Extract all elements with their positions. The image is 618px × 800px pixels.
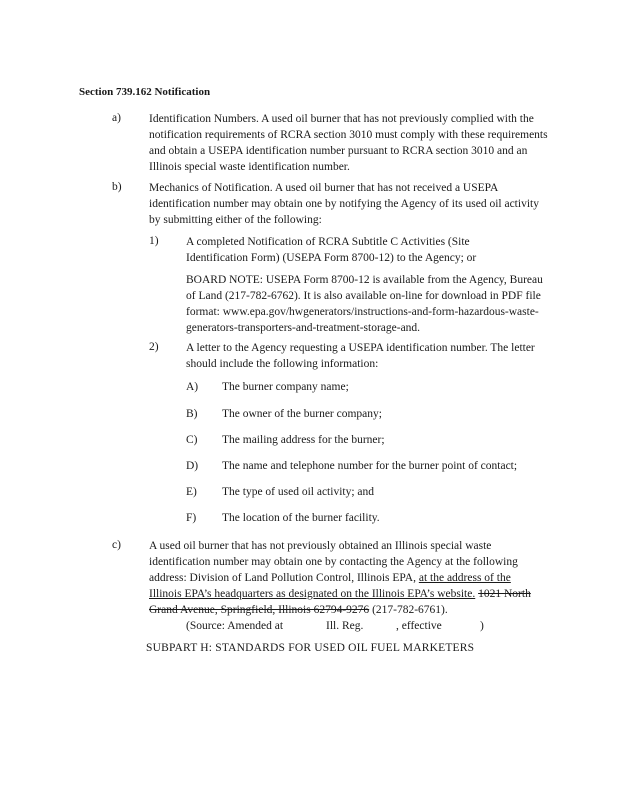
item-b2-marker: 2) [149,341,159,353]
item-c-struck: 1021 North Grand Avenue, Springfield, Illinois 62794-9276 [149,588,531,616]
subitem-marker: C) [186,434,198,446]
source-part3: , effective [396,620,442,632]
source-note [186,618,546,634]
item-a-marker: a) [112,112,121,124]
item-b1-text: A completed Notification of RCRA Subtitle C Activities (Site Identification Form) (USEPA Form 8700-12) to the Agency; or [186,236,477,264]
source-part4: ) [480,620,484,632]
subitem-text: The name and telephone number for the burner point of contact; [222,460,518,472]
item-c-text [149,538,534,618]
subitem-marker: E) [186,486,197,498]
subitem-text: The owner of the burner company; [222,408,382,420]
subitem-marker: B) [186,408,198,420]
section-heading: Section 739.162 Notification [79,86,211,98]
item-c-marker: c) [112,539,121,551]
subpart-heading: SUBPART H: STANDARDS FOR USED OIL FUEL MARKETERS [146,642,475,654]
subitem-marker: D) [186,460,199,472]
subitem-marker: A) [186,381,199,393]
subitem-text: The mailing address for the burner; [222,434,385,446]
source-part1: (Source: Amended at [186,620,284,632]
source-part2: Ill. Reg. [326,620,364,632]
subitem-text: The burner company name; [222,381,349,393]
subitem-text: The location of the burner facility. [222,512,380,524]
item-b-text: Mechanics of Notification. A used oil burner that has not received a USEPA identification number may obtain one by notifying the Agency of its used oil activity by submitting either of the following: [149,182,539,226]
subitem-marker: F) [186,512,197,524]
item-b-marker: b) [112,181,122,193]
item-b2-text: A letter to the Agency requesting a USEPA identification number. The letter should include the following information: [186,342,535,370]
item-c-tail: (217-782-6761). [369,604,448,616]
subitem-text: The type of used oil activity; and [222,486,375,498]
item-a-text: Identification Numbers. A used oil burner that has not previously complied with the notification requirements of RCRA section 3010 must comply with these requirements and obtain a USEPA identification number pursuant to RCRA section 3010 and an Illinois special waste identification number. [149,113,548,173]
board-note: BOARD NOTE: USEPA Form 8700-12 is available from the Agency, Bureau of Land (217-782-6762). It is also available on-line for download in PDF file format: www.epa.gov/hwgenerators/instructions-and-form-hazardous-waste-generators-transporters-and-treatment-storage-and. [186,274,543,334]
item-c-inserted: at the address of the Illinois EPA’s headquarters as designated on the Illinois EPA’s website. [149,572,511,600]
item-b1-marker: 1) [149,235,159,247]
item-c-plain: A used oil burner that has not previously obtained an Illinois special waste identification number may obtain one by contacting the Agency at the following address: Division of Land Pollution Control, Illinois EPA, [149,540,518,584]
